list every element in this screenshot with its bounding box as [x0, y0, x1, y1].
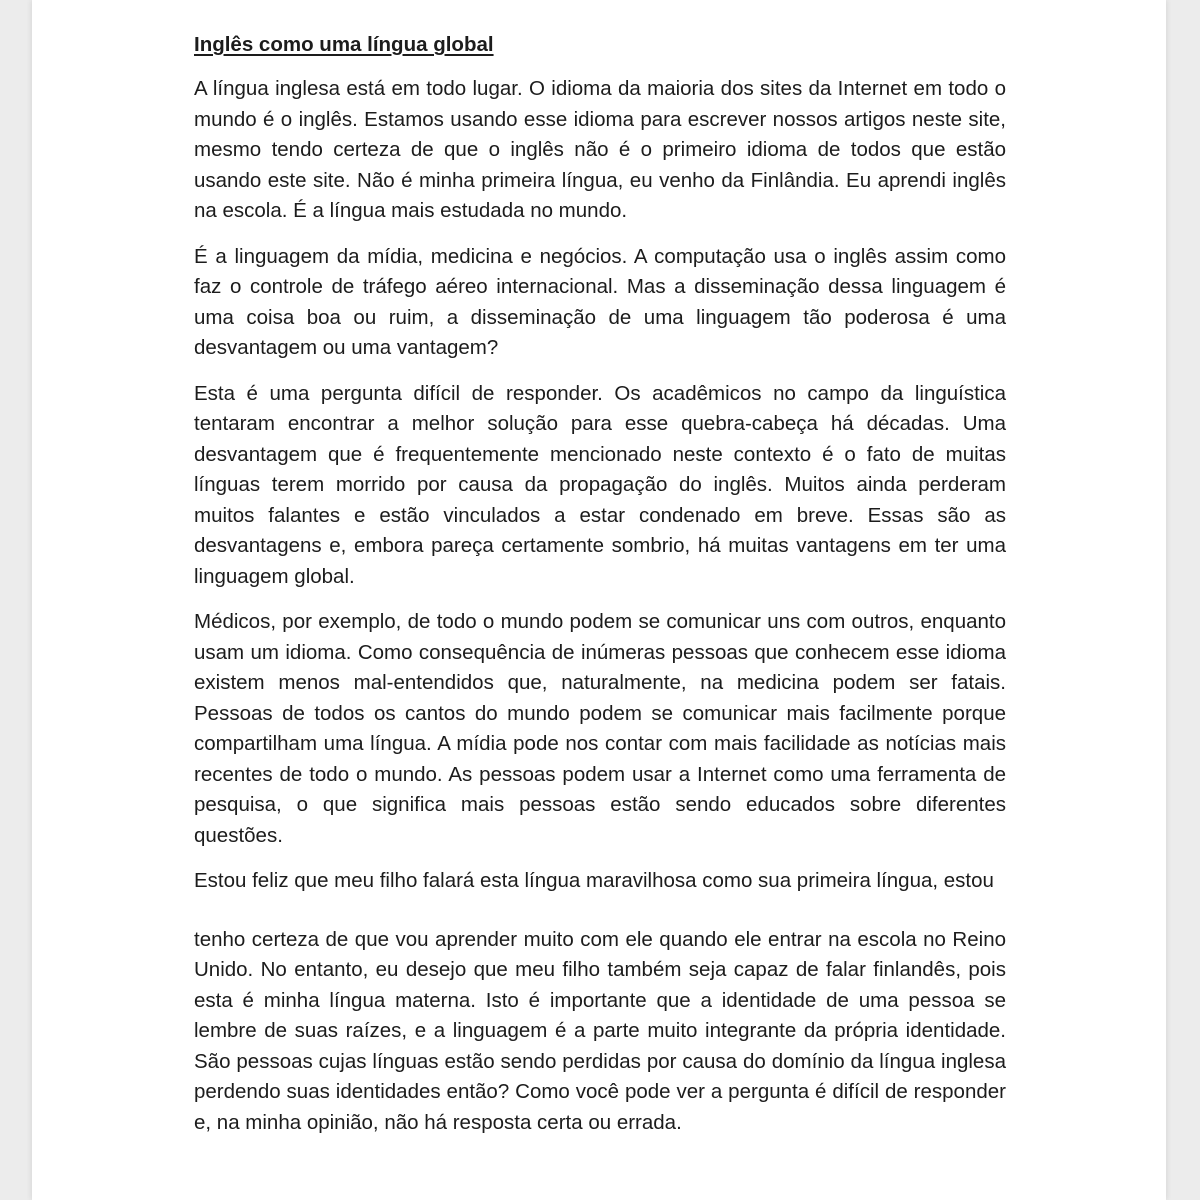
paragraph-5: Estou feliz que meu filho falará esta língua maravilhosa como sua primeira língua, estou: [194, 869, 994, 892]
paragraph-6: tenho certeza de que vou aprender muito com ele quando ele entrar na escola no Reino Unido. No entanto, eu desejo que meu filho também seja capaz de falar finlandês, pois esta é minha língua materna. Isto é importante que a identidade de uma pessoa se lembre de suas raízes, e a linguagem é a parte muito integrante da própria identidade. São pessoas cujas línguas estão sendo perdidas por causa do domínio da língua inglesa perdendo suas identidades então? Como você pode ver a pergunta é difícil de responder e, na minha opinião, não há resposta certa ou errada.: [194, 927, 1006, 1134]
paragraph-2: É a linguagem da mídia, medicina e negócios. A computação usa o inglês assim como faz o controle de tráfego aéreo internacional. Mas a disseminação dessa linguagem é uma coisa boa ou ruim, a disseminação de uma linguagem tão poderosa é uma desvantagem ou uma vantagem?: [194, 244, 1006, 359]
paragraph-4: Médicos, por exemplo, de todo o mundo podem se comunicar uns com outros, enquanto usam um idioma. Como consequência de inúmeras pessoas que conhecem esse idioma existem menos mal-entendidos que, naturalmente, na medicina podem ser fatais. Pessoas de todos os cantos do mundo podem se comunicar mais facilmente porque compartilham uma língua. A mídia pode nos contar com mais facilidade as notícias mais recentes de todo o mundo. As pessoas podem usar a Internet como uma ferramenta de pesquisa, o que significa mais pessoas estão sendo educados sobre diferentes questões.: [194, 610, 1006, 847]
paragraph-3: Esta é uma pergunta difícil de responder. Os acadêmicos no campo da linguística tentaram encontrar a melhor solução para esse quebra-cabeça há décadas. Uma desvantagem que é frequentemente mencionado neste contexto é o fato de muitas línguas terem morrido por causa da propagação do inglês. Muitos ainda perderam muitos falantes e estão vinculados a estar condenado em breve. Essas são as desvantagens e, embora pareça certamente sombrio, há muitas vantagens em ter uma linguagem global.: [194, 381, 1006, 588]
page-content: [194, 30, 1006, 1153]
document-title: Inglês como uma língua global: [194, 33, 494, 56]
document-page: [32, 0, 1166, 1200]
paragraph-1: A língua inglesa está em todo lugar. O idioma da maioria dos sites da Internet em todo o mundo é o inglês. Estamos usando esse idioma para escrever nossos artigos neste site, mesmo tendo certeza de que o inglês não é o primeiro idioma de todos que estão usando este site. Não é minha primeira língua, eu venho da Finlândia. Eu aprendi inglês na escola. É a língua mais estudada no mundo.: [194, 77, 1006, 222]
